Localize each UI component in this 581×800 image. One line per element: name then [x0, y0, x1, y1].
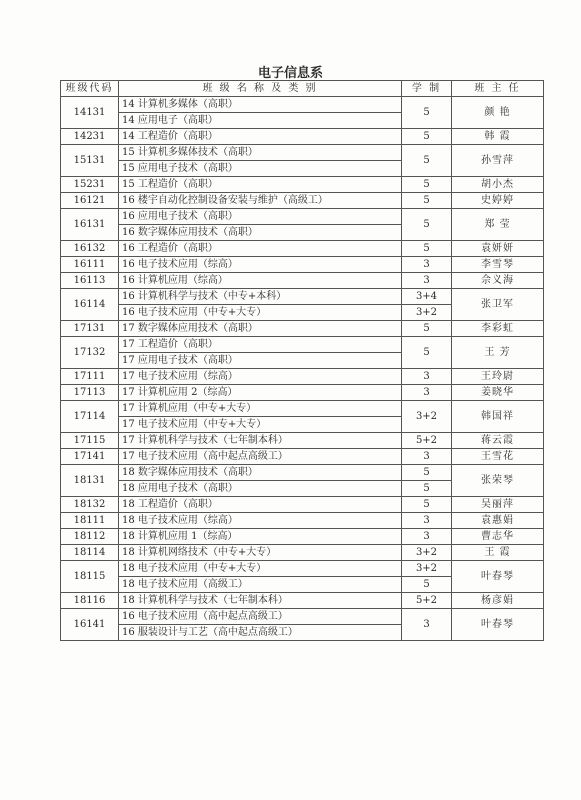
- class-name-cell: 16 工程造价（高职）: [119, 241, 402, 257]
- table-row: [61, 497, 544, 513]
- table-row: [61, 193, 544, 209]
- header-class-name: 班 级 名 称 及 类 别: [119, 81, 402, 97]
- table-row: [61, 337, 544, 353]
- class-code-cell: 16114: [61, 289, 119, 321]
- head-teacher-cell: 杨彦娟: [452, 593, 544, 609]
- class-name-cell: 18 电子技术应用（综高）: [119, 513, 402, 529]
- duration-cell: 3: [402, 385, 452, 401]
- header-class-code: 班级代码: [61, 81, 119, 97]
- duration-cell: 5: [402, 481, 452, 497]
- duration-cell: 3+2: [402, 561, 452, 577]
- class-code-cell: 14131: [61, 97, 119, 129]
- table-row: [61, 177, 544, 193]
- head-teacher-cell: 胡小杰: [452, 177, 544, 193]
- table-row: [61, 97, 544, 113]
- head-teacher-cell: 张卫军: [452, 289, 544, 321]
- class-name-cell: 18 电子技术应用（中专+大专）: [119, 561, 402, 577]
- class-name-cell: 16 计算机科学与技术（中专+本科）: [119, 289, 402, 305]
- duration-cell: 3: [402, 257, 452, 273]
- class-name-cell: 17 工程造价（高职）: [119, 337, 402, 353]
- table-row: [61, 385, 544, 401]
- table-row: [61, 529, 544, 545]
- head-teacher-cell: 韩 霞: [452, 129, 544, 145]
- head-teacher-cell: 叶春琴: [452, 561, 544, 593]
- duration-cell: 3: [402, 609, 452, 641]
- class-name-cell: 14 应用电子（高职）: [119, 113, 402, 129]
- duration-cell: 5: [402, 337, 452, 369]
- class-name-cell: 18 计算机科学与技术（七年制本科）: [119, 593, 402, 609]
- head-teacher-cell: 叶春琴: [452, 609, 544, 641]
- class-code-cell: 18112: [61, 529, 119, 545]
- table-row: [61, 593, 544, 609]
- table-row: [61, 289, 544, 305]
- class-code-cell: 15231: [61, 177, 119, 193]
- class-name-cell: 16 楼宇自动化控制设备安装与维护（高级工）: [119, 193, 402, 209]
- class-name-cell: 17 应用电子技术（高职）: [119, 353, 402, 369]
- head-teacher-cell: 姜晓华: [452, 385, 544, 401]
- table-body: [61, 97, 544, 641]
- duration-cell: 3: [402, 273, 452, 289]
- head-teacher-cell: 佘义海: [452, 273, 544, 289]
- table-row: [61, 241, 544, 257]
- class-name-cell: 18 计算机应用 1（综高）: [119, 529, 402, 545]
- class-name-cell: 18 应用电子技术（高职）: [119, 481, 402, 497]
- class-name-cell: 16 数字媒体应用技术（高职）: [119, 225, 402, 241]
- duration-cell: 5+2: [402, 433, 452, 449]
- class-code-cell: 16121: [61, 193, 119, 209]
- class-name-cell: 15 计算机多媒体技术（高职）: [119, 145, 402, 161]
- head-teacher-cell: 颜 艳: [452, 97, 544, 129]
- class-code-cell: 16113: [61, 273, 119, 289]
- class-code-cell: 16111: [61, 257, 119, 273]
- table-row: [61, 129, 544, 145]
- duration-cell: 3: [402, 513, 452, 529]
- header-duration: 学 制: [402, 81, 452, 97]
- head-teacher-cell: 王玲尉: [452, 369, 544, 385]
- class-code-cell: 16132: [61, 241, 119, 257]
- class-name-cell: 16 电子技术应用（综高）: [119, 257, 402, 273]
- class-name-cell: 17 计算机应用（中专+大专）: [119, 401, 402, 417]
- table-row: [61, 145, 544, 161]
- table-row: [61, 369, 544, 385]
- duration-cell: 5: [402, 497, 452, 513]
- duration-cell: 3: [402, 449, 452, 465]
- class-code-cell: 15131: [61, 145, 119, 177]
- head-teacher-cell: 李彩虹: [452, 321, 544, 337]
- duration-cell: 3+4: [402, 289, 452, 305]
- class-name-cell: 17 电子技术应用（中专+大专）: [119, 417, 402, 433]
- table-row: [61, 257, 544, 273]
- duration-cell: 3: [402, 529, 452, 545]
- header-head-teacher: 班 主 任: [452, 81, 544, 97]
- duration-cell: 5: [402, 241, 452, 257]
- table-header: [61, 81, 544, 97]
- head-teacher-cell: 曹志华: [452, 529, 544, 545]
- class-code-cell: 17132: [61, 337, 119, 369]
- head-teacher-cell: 袁惠娟: [452, 513, 544, 529]
- duration-cell: 5: [402, 129, 452, 145]
- head-teacher-cell: 吴丽萍: [452, 497, 544, 513]
- duration-cell: 5: [402, 177, 452, 193]
- class-code-cell: 17141: [61, 449, 119, 465]
- table-row: [61, 513, 544, 529]
- class-name-cell: 16 服装设计与工艺（高中起点高级工）: [119, 625, 402, 641]
- duration-cell: 3+2: [402, 401, 452, 433]
- class-code-cell: 17131: [61, 321, 119, 337]
- duration-cell: 5: [402, 145, 452, 177]
- head-teacher-cell: 王 芳: [452, 337, 544, 369]
- table-row: [61, 465, 544, 481]
- duration-cell: 5: [402, 321, 452, 337]
- head-teacher-cell: 张荣琴: [452, 465, 544, 497]
- class-code-cell: 17114: [61, 401, 119, 433]
- class-name-cell: 16 电子技术应用（高中起点高级工）: [119, 609, 402, 625]
- table-row: [61, 401, 544, 417]
- class-code-cell: 18116: [61, 593, 119, 609]
- class-name-cell: 14 工程造价（高职）: [119, 129, 402, 145]
- head-teacher-cell: 袁妍妍: [452, 241, 544, 257]
- head-teacher-cell: 王 霞: [452, 545, 544, 561]
- class-code-cell: 16131: [61, 209, 119, 241]
- duration-cell: 3: [402, 369, 452, 385]
- table-row: [61, 609, 544, 625]
- document-title: 电子信息系: [257, 66, 323, 81]
- class-code-cell: 14231: [61, 129, 119, 145]
- class-code-cell: 18115: [61, 561, 119, 593]
- table-row: [61, 561, 544, 577]
- class-code-cell: 17111: [61, 369, 119, 385]
- duration-cell: 3+2: [402, 305, 452, 321]
- class-name-cell: 17 数字媒体应用技术（高职）: [119, 321, 402, 337]
- class-name-cell: 17 电子技术应用（综高）: [119, 369, 402, 385]
- class-code-cell: 18114: [61, 545, 119, 561]
- class-code-cell: 18111: [61, 513, 119, 529]
- class-name-cell: 16 计算机应用（综高）: [119, 273, 402, 289]
- class-name-cell: 17 计算机科学与技术（七年制本科）: [119, 433, 402, 449]
- class-name-cell: 17 计算机应用 2（综高）: [119, 385, 402, 401]
- class-name-cell: 18 数字媒体应用技术（高职）: [119, 465, 402, 481]
- duration-cell: 5: [402, 577, 452, 593]
- class-name-cell: 18 工程造价（高职）: [119, 497, 402, 513]
- class-code-cell: 16141: [61, 609, 119, 641]
- class-name-cell: 16 电子技术应用（中专+大专）: [119, 305, 402, 321]
- head-teacher-cell: 韩国祥: [452, 401, 544, 433]
- head-teacher-cell: 孙雪萍: [452, 145, 544, 177]
- class-code-cell: 17113: [61, 385, 119, 401]
- class-name-cell: 16 应用电子技术（高职）: [119, 209, 402, 225]
- table-row: [61, 273, 544, 289]
- duration-cell: 5+2: [402, 593, 452, 609]
- table-row: [61, 433, 544, 449]
- duration-cell: 5: [402, 209, 452, 241]
- duration-cell: 3+2: [402, 545, 452, 561]
- class-name-cell: 17 电子技术应用（高中起点高级工）: [119, 449, 402, 465]
- class-name-cell: 15 应用电子技术（高职）: [119, 161, 402, 177]
- head-teacher-cell: 李雪琴: [452, 257, 544, 273]
- duration-cell: 5: [402, 193, 452, 209]
- table-row: [61, 545, 544, 561]
- head-teacher-cell: 王雪花: [452, 449, 544, 465]
- head-teacher-cell: 史婷婷: [452, 193, 544, 209]
- head-teacher-cell: 郑 莹: [452, 209, 544, 241]
- table-row: [61, 209, 544, 225]
- duration-cell: 5: [402, 465, 452, 481]
- class-code-cell: 18132: [61, 497, 119, 513]
- table-row: [61, 321, 544, 337]
- class-name-cell: 15 工程造价（高职）: [119, 177, 402, 193]
- header-row: [61, 81, 544, 97]
- table-row: [61, 449, 544, 465]
- class-name-cell: 18 电子技术应用（高级工）: [119, 577, 402, 593]
- class-name-cell: 14 计算机多媒体（高职）: [119, 97, 402, 113]
- head-teacher-cell: 蒋云霞: [452, 433, 544, 449]
- class-code-cell: 18131: [61, 465, 119, 497]
- duration-cell: 5: [402, 97, 452, 129]
- class-name-cell: 18 计算机网络技术（中专+大专）: [119, 545, 402, 561]
- class-code-cell: 17115: [61, 433, 119, 449]
- class-table: [60, 80, 544, 641]
